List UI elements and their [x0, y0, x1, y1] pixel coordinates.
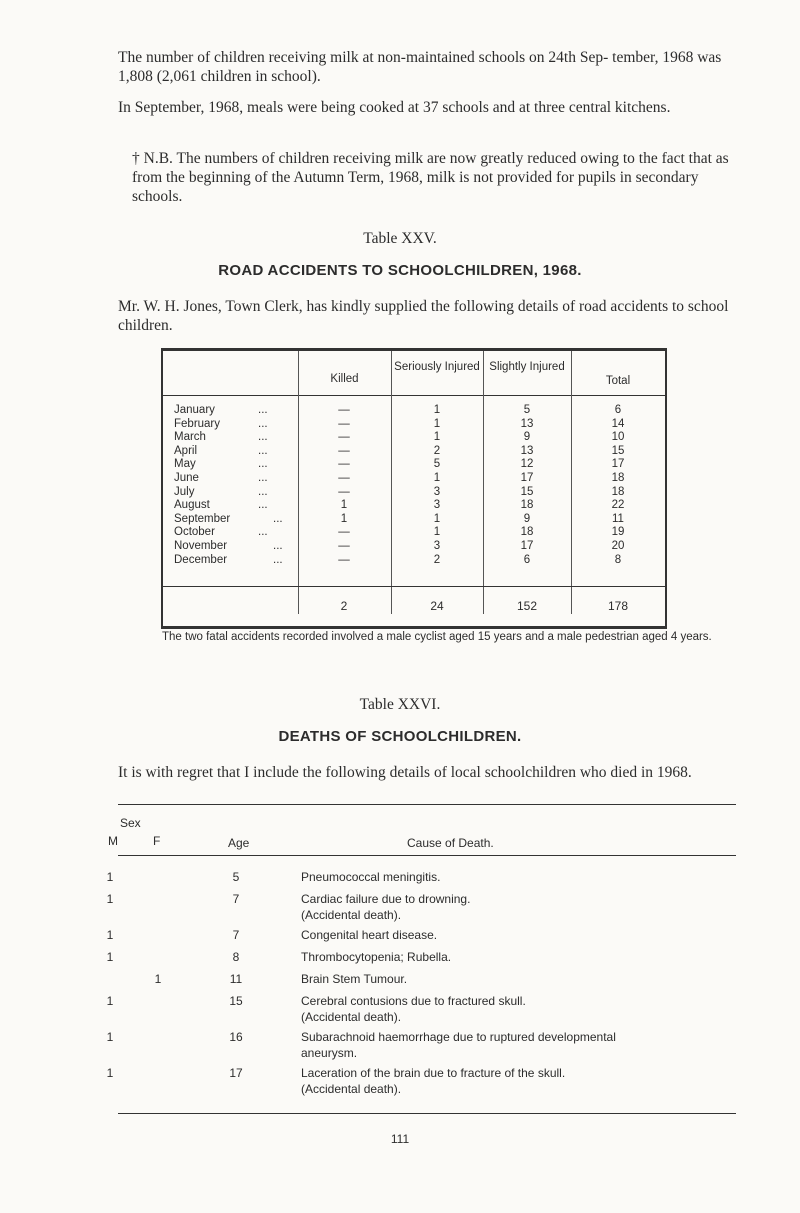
cell-age: 16	[229, 1030, 243, 1044]
cell-cause: Brain Stem Tumour.	[301, 972, 408, 986]
cell-total: 15	[611, 444, 625, 457]
table-xxvi-heading: DEATHS OF SCHOOLCHILDREN.	[278, 728, 522, 745]
cell-slightly-injured: 15	[520, 485, 534, 498]
col-header-slightly-injured: Slightly Injured	[489, 361, 565, 373]
cell-killed: —	[338, 417, 350, 430]
cell-killed: —	[338, 444, 350, 457]
table-row	[163, 431, 665, 445]
cell-slightly-injured: 6	[523, 553, 531, 566]
cell-male: 1	[106, 928, 114, 942]
cell-male: 1	[106, 870, 114, 884]
cell-cause-continuation: (Accidental death).	[301, 908, 402, 922]
cell-killed: —	[338, 526, 350, 539]
grand-total: 178	[607, 599, 629, 613]
cell-cause: Thrombocytopenia; Rubella.	[301, 950, 452, 964]
cell-slightly-injured: 9	[523, 512, 531, 525]
cell-month: August	[174, 499, 210, 512]
cell-killed: 1	[340, 499, 348, 512]
cell-killed: —	[338, 404, 350, 416]
cell-month: September	[174, 512, 231, 525]
cell-seriously-injured: 1	[433, 512, 441, 525]
col-header-seriously-injured: Seriously Injured	[394, 361, 480, 373]
cell-age: 7	[232, 928, 240, 942]
leader-dots: ...	[273, 512, 283, 525]
cell-cause: Cardiac failure due to drowning.	[301, 892, 471, 906]
cell-cause: Pneumococcal meningitis.	[301, 870, 441, 884]
cell-cause: Congenital heart disease.	[301, 928, 438, 942]
total-killed: 2	[340, 599, 348, 613]
table-xxv-label: Table XXV.	[363, 230, 437, 247]
table-row	[163, 404, 665, 418]
intro-paragraph-meals: In September, 1968, meals were being cooked at 37 schools and at three central kitchens.	[118, 99, 671, 116]
leader-dots: ...	[258, 417, 268, 430]
page-number: 111	[390, 1132, 410, 1146]
cell-total: 20	[611, 540, 625, 552]
table-row	[163, 486, 665, 500]
cell-killed: —	[338, 431, 350, 444]
table-row	[163, 499, 665, 513]
header-rule	[118, 855, 736, 856]
totals-divider	[163, 586, 665, 587]
cell-seriously-injured: 3	[433, 499, 441, 512]
table-row	[163, 418, 665, 432]
cell-age: 5	[232, 870, 240, 884]
cell-cause-continuation: (Accidental death).	[301, 1010, 402, 1024]
cell-slightly-injured: 18	[520, 499, 534, 512]
cell-female: 1	[154, 972, 162, 986]
col-header-sex: Sex	[120, 816, 141, 830]
leader-dots: ...	[258, 431, 268, 444]
cell-seriously-injured: 1	[433, 472, 441, 484]
cell-cause: Cerebral contusions due to fractured skull.	[301, 994, 526, 1008]
totals-row	[163, 598, 665, 614]
col-header-cause: Cause of Death.	[407, 836, 494, 850]
cell-total: 17	[611, 458, 625, 471]
leader-dots: ...	[258, 458, 268, 471]
leader-dots: ...	[273, 553, 283, 566]
cell-total: 10	[611, 431, 625, 444]
cell-slightly-injured: 17	[520, 472, 534, 484]
cell-killed: —	[338, 540, 350, 552]
cell-seriously-injured: 1	[433, 417, 441, 430]
table-row	[163, 445, 665, 459]
cell-killed: —	[338, 472, 350, 484]
cell-month: March	[174, 431, 206, 444]
cell-slightly-injured: 13	[520, 417, 534, 430]
table-top-rule	[118, 804, 736, 805]
cell-month: December	[174, 553, 228, 566]
cell-total: 19	[611, 526, 625, 539]
cell-total: 8	[614, 553, 622, 566]
table-xxvi-label: Table XXVI.	[359, 696, 441, 713]
cell-cause-continuation: aneurysm.	[301, 1046, 358, 1060]
cell-seriously-injured: 2	[433, 553, 441, 566]
table-xxvi-intro: It is with regret that I include the following details of local schoolchildren who died in 1968.	[118, 764, 692, 781]
table-row	[163, 458, 665, 472]
cell-killed: —	[338, 458, 350, 471]
cell-total: 14	[611, 417, 625, 430]
leader-dots: ...	[258, 404, 268, 416]
leader-dots: ...	[258, 444, 268, 457]
leader-dots: ...	[258, 499, 268, 512]
cell-seriously-injured: 1	[433, 431, 441, 444]
cell-slightly-injured: 13	[520, 444, 534, 457]
fatal-accidents-note: The two fatal accidents recorded involved a male cyclist aged 15 years and a male pedestrian aged 4 years.	[162, 631, 712, 643]
leader-dots: ...	[258, 485, 268, 498]
col-header-total: Total	[605, 375, 631, 387]
col-header-age: Age	[228, 836, 250, 850]
cell-cause: Laceration of the brain due to fracture of the skull.	[301, 1066, 566, 1080]
cell-age: 17	[229, 1066, 243, 1080]
cell-seriously-injured: 3	[433, 485, 441, 498]
leader-dots: ...	[273, 540, 283, 552]
cell-male: 1	[106, 1030, 114, 1044]
table-row	[163, 554, 665, 568]
cell-cause: Subarachnoid haemorrhage due to ruptured developmental	[301, 1030, 616, 1044]
total-seriously-injured: 24	[430, 599, 444, 613]
cell-male: 1	[106, 950, 114, 964]
cell-killed: 1	[340, 512, 348, 525]
cell-month: January	[174, 404, 215, 416]
cell-total: 6	[614, 404, 622, 416]
cell-cause-continuation: (Accidental death).	[301, 1082, 402, 1096]
leader-dots: ...	[258, 526, 268, 539]
col-header-male: M	[108, 834, 118, 848]
cell-slightly-injured: 12	[520, 458, 534, 471]
table-xxv-heading: ROAD ACCIDENTS TO SCHOOLCHILDREN, 1968.	[218, 262, 582, 279]
cell-slightly-injured: 17	[520, 540, 534, 552]
total-slightly-injured: 152	[516, 599, 538, 613]
intro-paragraph-note: † N.B. The numbers of children receiving milk are now greatly reduced owing to the fact that as from the beginning of the Autumn Term, 1968, milk is not provided for pupils in secondary schools.	[132, 150, 729, 205]
cell-slightly-injured: 5	[523, 404, 531, 416]
table-row	[163, 472, 665, 486]
cell-killed: —	[338, 553, 350, 566]
cell-seriously-injured: 1	[433, 404, 441, 416]
table-bottom-rule	[118, 1113, 736, 1114]
cell-seriously-injured: 5	[433, 458, 441, 471]
cell-month: October	[174, 526, 215, 539]
leader-dots: ...	[258, 472, 268, 484]
cell-age: 7	[232, 892, 240, 906]
road-accidents-table	[161, 348, 667, 629]
cell-month: May	[174, 458, 196, 471]
cell-total: 11	[612, 512, 624, 525]
cell-seriously-injured: 1	[433, 526, 441, 539]
cell-total: 18	[611, 472, 625, 484]
cell-total: 18	[611, 485, 625, 498]
table-row	[163, 540, 665, 554]
col-header-killed: Killed	[330, 373, 359, 385]
cell-month: February	[174, 417, 221, 430]
intro-paragraph-milk: The number of children receiving milk at non-maintained schools on 24th Sep- tember, 1968 was 1,808 (2,061 children in school).	[118, 49, 722, 85]
cell-age: 15	[229, 994, 243, 1008]
cell-month: July	[174, 485, 195, 498]
cell-age: 11	[229, 972, 243, 986]
cell-total: 22	[611, 499, 625, 512]
cell-seriously-injured: 3	[433, 540, 441, 552]
cell-male: 1	[106, 994, 114, 1008]
table-row	[163, 526, 665, 540]
table-xxv-intro: Mr. W. H. Jones, Town Clerk, has kindly supplied the following details of road accidents to school children.	[118, 298, 729, 334]
cell-month: April	[174, 444, 198, 457]
cell-male: 1	[106, 892, 114, 906]
cell-seriously-injured: 2	[433, 444, 441, 457]
cell-male: 1	[106, 1066, 114, 1080]
cell-slightly-injured: 18	[520, 526, 534, 539]
cell-month: June	[174, 472, 199, 484]
col-header-female: F	[153, 834, 161, 848]
cell-age: 8	[232, 950, 240, 964]
cell-killed: —	[338, 485, 350, 498]
cell-month: November	[174, 540, 228, 552]
table-row	[163, 513, 665, 527]
cell-slightly-injured: 9	[523, 431, 531, 444]
